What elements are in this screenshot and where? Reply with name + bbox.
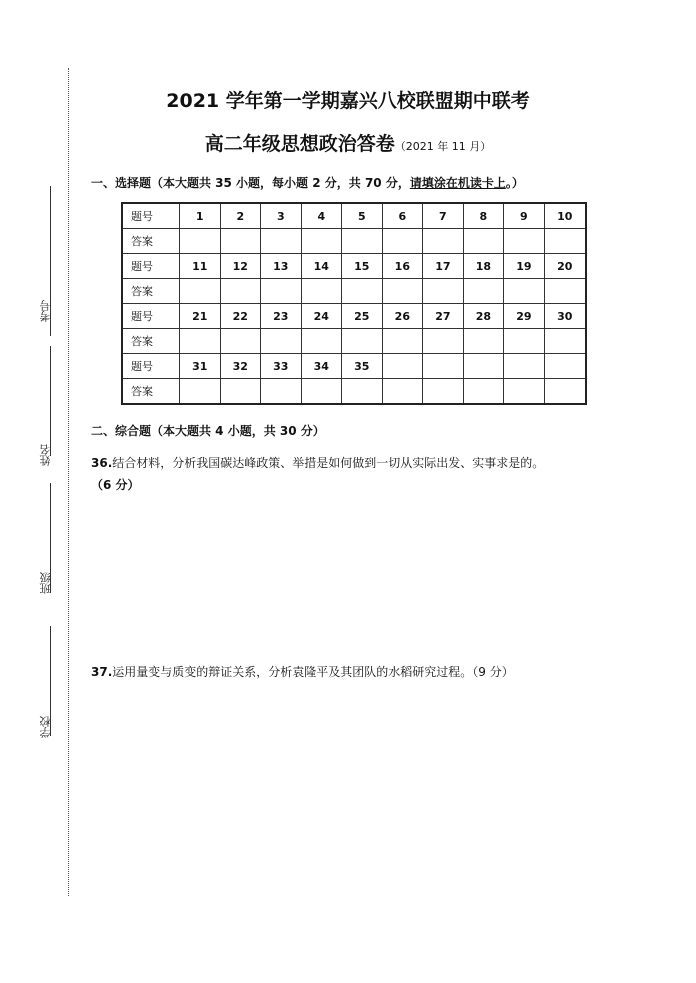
answer-cell[interactable] bbox=[382, 229, 423, 254]
answer-cell[interactable] bbox=[261, 279, 302, 304]
question-number bbox=[544, 354, 586, 379]
grid-answer-row bbox=[122, 329, 586, 354]
grid-answer-label: 答案 bbox=[122, 329, 180, 354]
answer-cell[interactable] bbox=[382, 379, 423, 405]
answer-cell[interactable] bbox=[504, 329, 545, 354]
answer-cell[interactable] bbox=[180, 229, 221, 254]
answer-cell[interactable] bbox=[463, 379, 504, 405]
section-choice-emphasis: 请填涂在机读卡上 bbox=[409, 176, 506, 190]
exam-number-label: 考号 bbox=[39, 300, 52, 322]
grid-answer-label: 答案 bbox=[122, 229, 180, 254]
exam-date: （2021 年 11 月） bbox=[394, 140, 492, 153]
answer-cell[interactable] bbox=[220, 329, 261, 354]
question-number: 8 bbox=[463, 203, 504, 229]
answer-cell[interactable] bbox=[261, 229, 302, 254]
question-number: 15 bbox=[342, 254, 383, 279]
answer-cell[interactable] bbox=[220, 279, 261, 304]
answer-area-37[interactable] bbox=[91, 690, 601, 910]
answer-cell[interactable] bbox=[180, 379, 221, 405]
question-37-text: 运用量变与质变的辩证关系，分析袁隆平及其团队的水稻研究过程。 bbox=[112, 665, 473, 679]
answer-cell[interactable] bbox=[504, 279, 545, 304]
answer-cell[interactable] bbox=[423, 229, 464, 254]
question-number: 24 bbox=[301, 304, 342, 329]
answer-grid bbox=[121, 202, 587, 405]
grid-number-label: 题号 bbox=[122, 203, 180, 229]
question-number: 31 bbox=[180, 354, 221, 379]
question-number: 2 bbox=[220, 203, 261, 229]
question-number: 30 bbox=[544, 304, 586, 329]
grid-number-label: 题号 bbox=[122, 354, 180, 379]
question-number: 26 bbox=[382, 304, 423, 329]
answer-cell[interactable] bbox=[544, 279, 586, 304]
grid-answer-label: 答案 bbox=[122, 379, 180, 405]
name-line bbox=[50, 346, 51, 456]
section-choice-prefix: 一、选择题（本大题共 35 小题，每小题 2 分，共 70 分， bbox=[91, 176, 410, 190]
answer-cell[interactable] bbox=[342, 279, 383, 304]
question-number: 21 bbox=[180, 304, 221, 329]
answer-cell[interactable] bbox=[463, 229, 504, 254]
question-number: 12 bbox=[220, 254, 261, 279]
question-36-text: 结合材料，分析我国碳达峰政策、举措是如何做到一切从实际出发、实事求是的。 bbox=[112, 456, 545, 470]
question-number: 16 bbox=[382, 254, 423, 279]
grid-answer-row bbox=[122, 379, 586, 405]
answer-cell[interactable] bbox=[423, 329, 464, 354]
answer-cell[interactable] bbox=[423, 279, 464, 304]
question-number: 17 bbox=[423, 254, 464, 279]
answer-cell[interactable] bbox=[504, 379, 545, 405]
answer-cell[interactable] bbox=[180, 279, 221, 304]
answer-cell[interactable] bbox=[504, 229, 545, 254]
answer-cell[interactable] bbox=[382, 279, 423, 304]
question-number bbox=[423, 354, 464, 379]
question-37-number: 37. bbox=[91, 665, 113, 679]
question-number: 6 bbox=[382, 203, 423, 229]
class-label: 班级 bbox=[39, 572, 52, 594]
section-choice-heading bbox=[91, 174, 524, 191]
answer-cell[interactable] bbox=[423, 379, 464, 405]
question-number: 3 bbox=[261, 203, 302, 229]
subtitle-text: 高二年级思想政治答卷 bbox=[204, 133, 395, 155]
question-number: 32 bbox=[220, 354, 261, 379]
answer-cell[interactable] bbox=[301, 279, 342, 304]
answer-cell[interactable] bbox=[544, 329, 586, 354]
question-number: 1 bbox=[180, 203, 221, 229]
section-comprehensive-heading: 二、综合题（本大题共 4 小题，共 30 分） bbox=[91, 424, 325, 438]
answer-cell[interactable] bbox=[301, 229, 342, 254]
question-number: 27 bbox=[423, 304, 464, 329]
answer-cell[interactable] bbox=[261, 329, 302, 354]
question-number: 28 bbox=[463, 304, 504, 329]
answer-cell[interactable] bbox=[342, 229, 383, 254]
answer-cell[interactable] bbox=[220, 229, 261, 254]
question-number: 23 bbox=[261, 304, 302, 329]
answer-cell[interactable] bbox=[463, 329, 504, 354]
answer-area-36[interactable] bbox=[91, 500, 601, 650]
name-label: 姓名 bbox=[39, 444, 52, 466]
answer-cell[interactable] bbox=[463, 279, 504, 304]
question-number: 25 bbox=[342, 304, 383, 329]
answer-cell[interactable] bbox=[301, 329, 342, 354]
question-37-points: （9 分） bbox=[472, 665, 514, 679]
school-label: 学校 bbox=[39, 716, 52, 738]
answer-cell[interactable] bbox=[544, 229, 586, 254]
answer-cell[interactable] bbox=[220, 379, 261, 405]
question-number bbox=[382, 354, 423, 379]
question-number: 20 bbox=[544, 254, 586, 279]
question-number: 29 bbox=[504, 304, 545, 329]
answer-cell[interactable] bbox=[382, 329, 423, 354]
question-37 bbox=[91, 661, 514, 683]
question-number: 7 bbox=[423, 203, 464, 229]
answer-cell[interactable] bbox=[261, 379, 302, 405]
grid-answer-row bbox=[122, 279, 586, 304]
question-number: 19 bbox=[504, 254, 545, 279]
section-choice-suffix: 。） bbox=[505, 176, 524, 190]
question-number: 35 bbox=[342, 354, 383, 379]
question-number: 34 bbox=[301, 354, 342, 379]
grid-number-label: 题号 bbox=[122, 254, 180, 279]
question-36-number: 36. bbox=[91, 456, 113, 470]
answer-cell[interactable] bbox=[342, 329, 383, 354]
page-title: 2021 学年第一学期嘉兴八校联盟期中联考 bbox=[166, 90, 530, 112]
answer-cell[interactable] bbox=[544, 379, 586, 405]
answer-cell[interactable] bbox=[301, 379, 342, 405]
answer-cell[interactable] bbox=[342, 379, 383, 405]
grid-number-row bbox=[122, 203, 586, 229]
question-number: 9 bbox=[504, 203, 545, 229]
question-number: 33 bbox=[261, 354, 302, 379]
question-number: 13 bbox=[261, 254, 302, 279]
question-36-points: （6 分） bbox=[91, 478, 140, 492]
grid-number-label: 题号 bbox=[122, 304, 180, 329]
answer-cell[interactable] bbox=[180, 329, 221, 354]
grid-number-row bbox=[122, 354, 586, 379]
question-number bbox=[463, 354, 504, 379]
question-number bbox=[504, 354, 545, 379]
question-number: 5 bbox=[342, 203, 383, 229]
question-number: 4 bbox=[301, 203, 342, 229]
grid-number-row bbox=[122, 304, 586, 329]
page-subtitle bbox=[0, 129, 696, 156]
question-number: 10 bbox=[544, 203, 586, 229]
question-number: 22 bbox=[220, 304, 261, 329]
question-number: 11 bbox=[180, 254, 221, 279]
binding-dotted-line bbox=[68, 68, 69, 896]
question-number: 14 bbox=[301, 254, 342, 279]
question-36 bbox=[91, 452, 544, 496]
question-number: 18 bbox=[463, 254, 504, 279]
grid-answer-label: 答案 bbox=[122, 279, 180, 304]
grid-answer-row bbox=[122, 229, 586, 254]
grid-number-row bbox=[122, 254, 586, 279]
